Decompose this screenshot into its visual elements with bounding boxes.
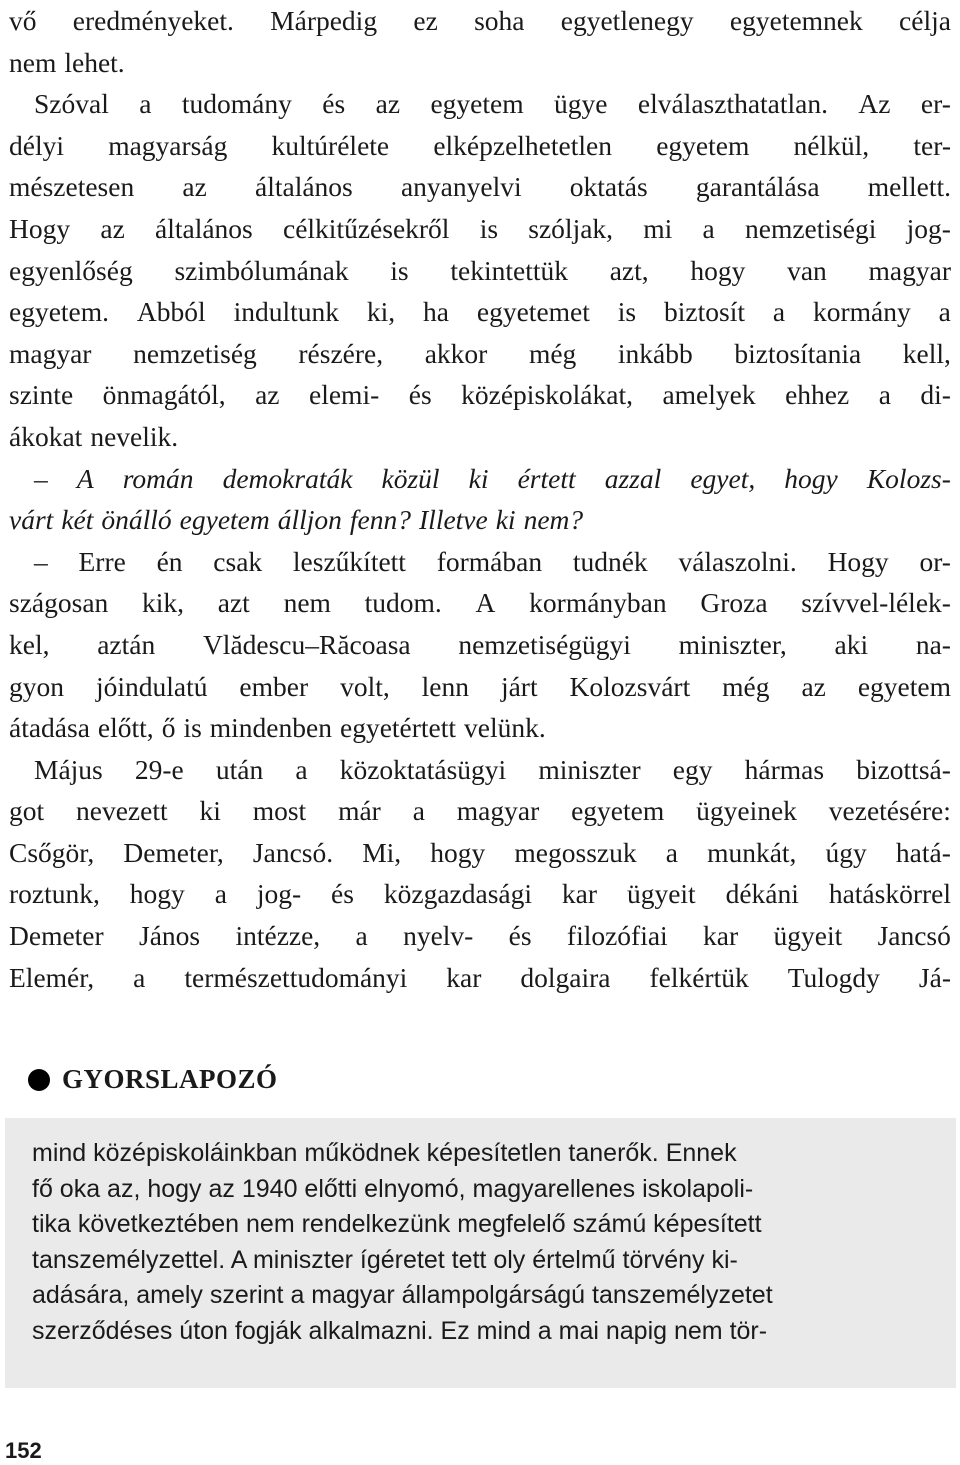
text-line — [9, 749, 951, 791]
word: mellett. — [867, 171, 951, 203]
text-line — [9, 790, 951, 832]
word: Május — [34, 753, 103, 785]
word: nemzetiség — [133, 337, 257, 369]
word: ter- — [913, 129, 951, 161]
word: közoktatásügyi — [339, 753, 507, 785]
word: ügye — [554, 88, 608, 120]
text-line — [9, 832, 951, 874]
text-line — [9, 873, 951, 915]
word: ügyeit — [773, 920, 843, 952]
word: gyon — [9, 670, 64, 702]
word: bizottsá- — [856, 753, 951, 785]
word: Elemér, — [9, 961, 95, 993]
word: munkát, — [707, 836, 797, 868]
box-line: tanszemélyzettel. A miniszter ígéretet tett oly értelmű törvény ki- — [32, 1245, 738, 1274]
word: jog- — [256, 878, 302, 910]
shaded-text-box — [5, 1118, 956, 1388]
word: hogy — [430, 836, 486, 868]
text-line — [9, 499, 951, 541]
word: biztosítania — [734, 337, 862, 369]
word: A — [475, 587, 496, 619]
word: egyetértett — [339, 712, 457, 744]
word: is — [183, 712, 202, 744]
word: egyetem — [179, 504, 270, 536]
word: szimbólumának — [174, 254, 349, 286]
word: is — [617, 296, 637, 328]
word: ha — [423, 296, 449, 328]
word: miniszter, — [678, 628, 787, 660]
word: a — [412, 795, 425, 827]
word: értett — [517, 462, 576, 494]
main-text-body — [9, 0, 951, 998]
word: elemi- — [309, 379, 380, 411]
word: én — [156, 545, 183, 577]
word: garantálása — [695, 171, 820, 203]
word: inkább — [617, 337, 693, 369]
word: akkor — [424, 337, 488, 369]
word: Márpedig — [270, 5, 378, 36]
word: ez — [413, 5, 438, 36]
text-line — [9, 0, 951, 42]
text-line — [9, 42, 951, 84]
word: tekintettük — [450, 254, 568, 286]
word: szinte — [9, 379, 74, 411]
word: még — [528, 337, 577, 369]
word: általános — [255, 171, 353, 203]
word: kar — [446, 961, 482, 993]
word: a — [702, 212, 715, 244]
word: ehhez — [785, 379, 850, 411]
box-text — [32, 1136, 940, 1350]
word: nemzetiségügyi — [458, 628, 631, 660]
word: oktatás — [569, 171, 648, 203]
word: célkitűzésekről — [283, 212, 450, 244]
word: ákokat — [9, 420, 83, 452]
box-line: szerződéses úton fogják alkalmazni. Ez mind a mai napig nem tör- — [32, 1316, 768, 1345]
word: kar — [561, 878, 598, 910]
word: tudom. — [364, 587, 442, 619]
text-line — [9, 666, 951, 708]
word: Demeter, — [123, 836, 224, 868]
text-line — [9, 374, 951, 416]
word: a — [355, 920, 368, 952]
word: vezetésére: — [828, 795, 951, 827]
word: János — [139, 920, 201, 952]
word: a — [133, 961, 146, 993]
word: jog- — [906, 212, 951, 244]
word: ő — [161, 712, 176, 744]
word: ügyeinek — [696, 795, 797, 827]
word: egyetem. — [9, 296, 110, 328]
word: megosszuk — [514, 836, 637, 868]
word: formában — [436, 545, 543, 577]
section-heading — [28, 1064, 278, 1095]
word: Já- — [918, 961, 951, 993]
word: egyetem — [430, 88, 524, 120]
word: egy — [672, 753, 713, 785]
word: nevelik. — [90, 420, 179, 452]
word: járt — [500, 670, 538, 702]
word: válaszolni. — [678, 545, 797, 577]
word: után — [215, 753, 264, 785]
box-line: fő oka az, hogy az 1940 előtti elnyomó, magyarellenes iskolapoli- — [32, 1174, 754, 1203]
word: Vlădescu–Răcoasa — [202, 628, 411, 660]
word: ügyeit — [626, 878, 696, 910]
word: nevezett — [76, 795, 168, 827]
word: fenn? — [349, 504, 412, 536]
word: Abból — [136, 296, 206, 328]
word: egyetemet — [476, 296, 590, 328]
word: biztosít — [664, 296, 745, 328]
word: hogy — [129, 878, 185, 910]
word: csak — [213, 545, 263, 577]
word: a — [139, 88, 152, 120]
text-line — [9, 915, 951, 957]
word: magyar — [456, 795, 540, 827]
section-title: GYORSLAPOZÓ — [62, 1064, 278, 1094]
word: indultunk — [233, 296, 339, 328]
word: magyarság — [108, 129, 228, 161]
word: or- — [919, 545, 951, 577]
word: az — [375, 88, 401, 120]
word: is — [390, 254, 409, 286]
word: középiskolákat, — [461, 379, 633, 411]
word: ki — [495, 504, 516, 536]
word: mészetesen — [9, 171, 135, 203]
word: a — [214, 878, 227, 910]
word: célja — [899, 5, 951, 36]
text-line — [9, 541, 951, 583]
word: egyetlenegy — [560, 5, 694, 36]
word: dolgaira — [520, 961, 611, 993]
word: egyenlőség — [9, 254, 133, 286]
text-line — [9, 957, 951, 999]
word: magyar — [9, 337, 92, 369]
text-line — [9, 416, 951, 458]
word: roztunk, — [9, 878, 100, 910]
word: kik, — [142, 587, 185, 619]
word: természettudományi — [184, 961, 408, 993]
word: ki — [468, 462, 489, 494]
word: az — [100, 212, 125, 244]
word: kultúrélete — [271, 129, 390, 161]
word: szágosan — [9, 587, 109, 619]
word: várt — [9, 504, 54, 536]
word: magyar — [868, 254, 951, 286]
word: tudnék — [572, 545, 648, 577]
word: délyi — [9, 129, 64, 161]
word: két — [61, 504, 94, 536]
word: előtt, — [97, 712, 154, 744]
word: és — [322, 88, 346, 120]
text-line — [9, 291, 951, 333]
word: szívvel-lélek- — [801, 587, 951, 619]
word: álljon — [277, 504, 342, 536]
word: kar — [703, 920, 739, 952]
word: na- — [915, 628, 951, 660]
text-line — [9, 208, 951, 250]
word: lehet. — [64, 46, 125, 78]
word: miniszter — [538, 753, 641, 785]
word: Demeter — [9, 920, 104, 952]
word: kell, — [902, 337, 951, 369]
word: a — [772, 296, 786, 328]
word: Hogy — [9, 212, 71, 244]
text-line — [9, 333, 951, 375]
word: és — [508, 920, 532, 952]
word: hatáskörrel — [828, 878, 951, 910]
word: és — [331, 878, 354, 910]
word: leszűkített — [292, 545, 406, 577]
word: egyetem — [656, 129, 750, 161]
word: már — [338, 795, 381, 827]
word: nem? — [523, 504, 584, 536]
text-line — [9, 166, 951, 208]
word: most — [252, 795, 307, 827]
word: Hogy — [827, 545, 889, 577]
word: Kolozs- — [866, 462, 951, 494]
word: Jancsó — [877, 920, 951, 952]
word: soha — [474, 5, 525, 36]
word: aztán — [97, 628, 156, 660]
word: Groza — [700, 587, 768, 619]
word: hogy — [690, 254, 746, 286]
word: az — [255, 379, 280, 411]
word: Mi, — [362, 836, 402, 868]
word: volt, — [340, 670, 390, 702]
word: di- — [920, 379, 951, 411]
word: közül — [381, 462, 440, 494]
word: egyetemnek — [729, 5, 863, 36]
word: egyetem — [571, 795, 665, 827]
word: Tulogdy — [787, 961, 880, 993]
word: a — [295, 753, 308, 785]
text-line — [9, 624, 951, 666]
word: Csőgör, — [9, 836, 95, 868]
word: elválaszthatatlan. — [637, 88, 829, 120]
word: 29-e — [134, 753, 184, 785]
word: önálló — [101, 504, 172, 536]
text-line — [9, 458, 951, 500]
word: azt — [217, 587, 250, 619]
word: van — [787, 254, 827, 286]
word: demokraták — [222, 462, 353, 494]
text-line — [9, 125, 951, 167]
box-line: adására, amely szerint a magyar állampolgárságú tanszemélyzetet — [32, 1281, 773, 1310]
word: úgy — [825, 836, 867, 868]
word: vő — [9, 5, 37, 36]
word: egyetem — [857, 670, 951, 702]
word: azzal — [604, 462, 662, 494]
word: hatá- — [895, 836, 951, 868]
word: azt, — [609, 254, 649, 286]
word: hogy — [784, 462, 838, 494]
word: filozófiai — [566, 920, 668, 952]
text-line — [9, 250, 951, 292]
word: aki — [834, 628, 869, 660]
word: tudomány — [181, 88, 292, 120]
word: a — [878, 379, 891, 411]
word: önmagától, — [102, 379, 226, 411]
word: részére, — [298, 337, 384, 369]
text-line — [9, 707, 951, 749]
word: nemzetiségi — [745, 212, 877, 244]
word: általános — [155, 212, 253, 244]
box-line: tika következtében nem rendelkezünk megfelelő számú képesített — [32, 1210, 762, 1239]
word: szóljak, — [528, 212, 614, 244]
word: Kolozsvárt — [569, 670, 691, 702]
word: kel, — [9, 628, 50, 660]
word: ki, — [366, 296, 396, 328]
word: nélkül, — [793, 129, 870, 161]
word: lenn — [421, 670, 470, 702]
word: a — [938, 296, 951, 328]
word: – — [34, 545, 48, 577]
text-line — [9, 582, 951, 624]
word: got — [9, 795, 45, 827]
word: nem — [9, 46, 57, 78]
word: – — [34, 462, 48, 494]
word: Illetve — [419, 504, 488, 536]
word: ki — [199, 795, 221, 827]
word: elképzelhetetlen — [433, 129, 612, 161]
page-number: 152 — [5, 1438, 42, 1463]
word: A — [76, 462, 94, 494]
word: kormány — [813, 296, 911, 328]
word: er- — [920, 88, 951, 120]
word: felkértük — [649, 961, 749, 993]
word: eredményeket. — [72, 5, 234, 36]
text-line — [9, 83, 951, 125]
box-line: mind középiskoláinkban működnek képesítetlen tanerők. Ennek — [32, 1139, 737, 1167]
word: kormányban — [529, 587, 667, 619]
word: átadása — [9, 712, 90, 744]
word: jóindulatú — [95, 670, 208, 702]
word: közgazdasági — [383, 878, 532, 910]
word: Szóval — [34, 88, 109, 120]
word: Erre — [78, 545, 126, 577]
word: hármas — [744, 753, 825, 785]
word: mindenben — [209, 712, 332, 744]
word: román — [122, 462, 194, 494]
word: Jancsó. — [252, 836, 334, 868]
word: még — [722, 670, 770, 702]
word: Az — [858, 88, 891, 120]
word: dékáni — [725, 878, 799, 910]
word: a — [665, 836, 678, 868]
word: az — [182, 171, 207, 203]
word: egyet, — [690, 462, 756, 494]
word: nyelv- — [403, 920, 474, 952]
word: az — [801, 670, 826, 702]
word: anyanyelvi — [400, 171, 522, 203]
word: nem — [283, 587, 331, 619]
word: velünk. — [464, 712, 546, 744]
word: mi — [643, 212, 673, 244]
word: intézze, — [235, 920, 321, 952]
word: amelyek — [662, 379, 756, 411]
word: ember — [239, 670, 309, 702]
black-circle-icon — [28, 1069, 50, 1091]
word: is — [479, 212, 499, 244]
word: és — [408, 379, 432, 411]
